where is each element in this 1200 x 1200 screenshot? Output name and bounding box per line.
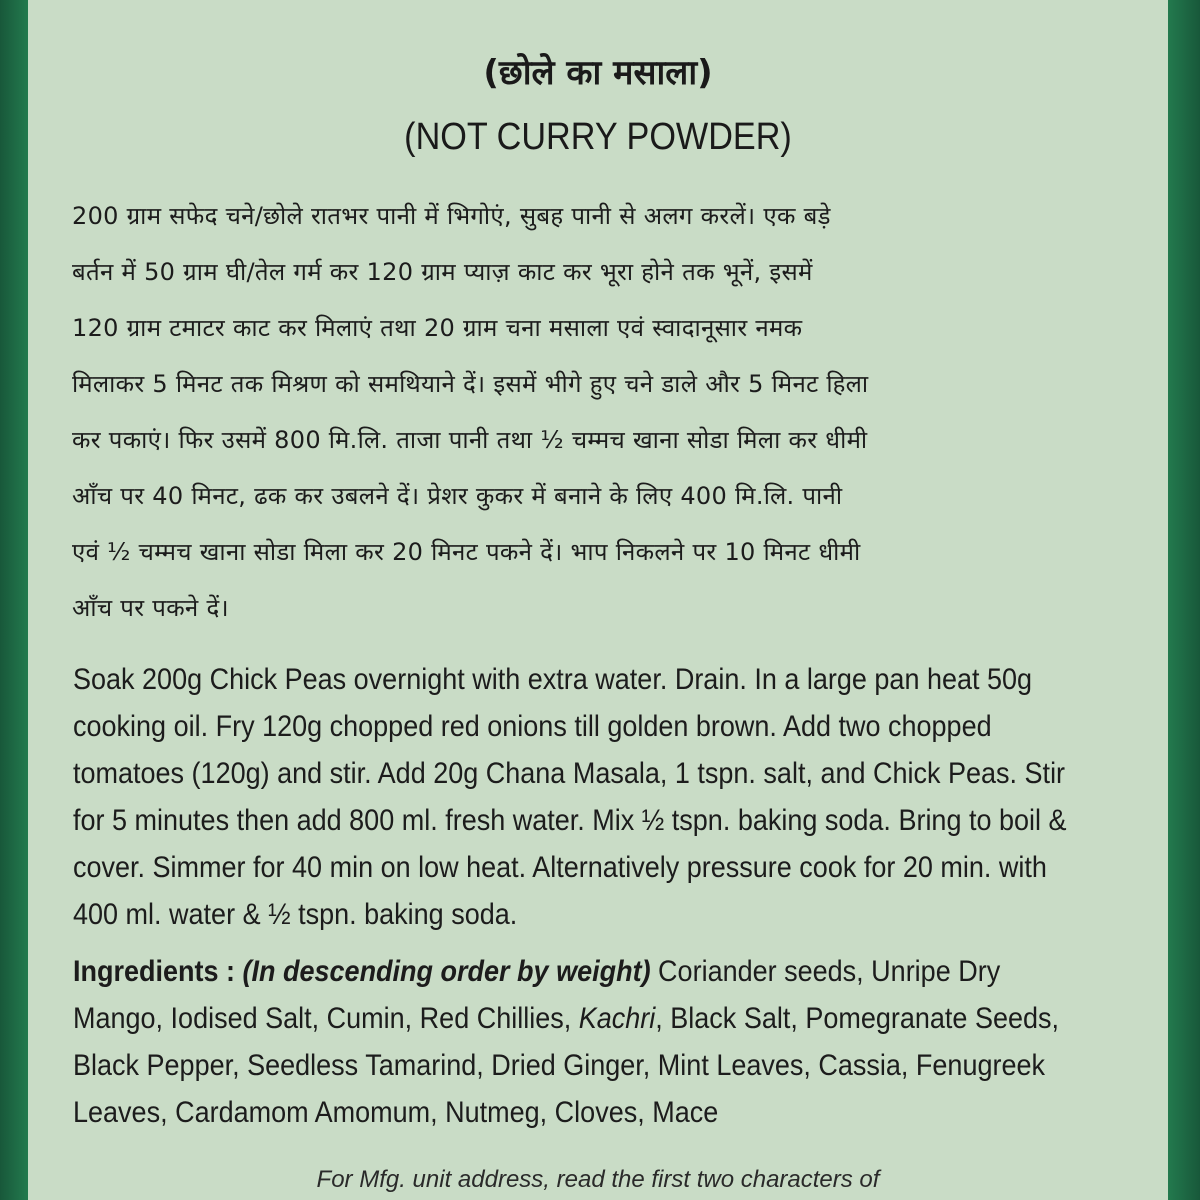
english-recipe [73, 656, 1153, 938]
hindi-recipe-line: कर पकाएं। फिर उसमें 800 मि.लि. ताजा पानी तथा ½ चम्मच खाना सोडा मिला कर धीमी [72, 426, 868, 454]
hindi-title: (छोले का मसाला) [483, 53, 713, 93]
hindi-recipe-line: 120 ग्राम टमाटर काट कर मिलाएं तथा 20 ग्राम चना मसाला एवं स्वादानूसार नमक [72, 314, 803, 342]
ingredients-line [73, 995, 1060, 1042]
brand-logo-strip [228, 0, 548, 26]
ingredients-text: , Black Salt, Pomegranate Seeds, [655, 1002, 1060, 1035]
ingredients-text: Mango, Iodised Salt, Cumin, Red Chillies, [73, 1002, 579, 1035]
ingredients-line: Black Pepper, Seedless Tamarind, Dried Ginger, Mint Leaves, Cassia, Fenugreek [73, 1049, 1045, 1082]
english-recipe-line: cooking oil. Fry 120g chopped red onions till golden brown. Add two chopped [73, 710, 992, 743]
ingredients-kachri: Kachri [578, 1002, 656, 1035]
hindi-recipe-line: मिलाकर 5 मिनट तक मिश्रण को समथियाने दें। इसमें भीगे हुए चने डाले और 5 मिनट हिला [72, 370, 869, 398]
english-recipe-line: tomatoes (120g) and stir. Add 20g Chana Masala, 1 tspn. salt, and Chick Peas. Stir [73, 757, 1066, 790]
english-recipe-line: 400 ml. water & ½ tspn. baking soda. [73, 898, 518, 931]
ingredients-line: Leaves, Cardamom Amomum, Nutmeg, Cloves, Mace [73, 1096, 719, 1129]
english-recipe-line: for 5 minutes then add 800 ml. fresh water. Mix ½ tspn. baking soda. Bring to boil & [73, 804, 1067, 837]
hindi-recipe-line: बर्तन में 50 ग्राम घी/तेल गर्म कर 120 ग्राम प्याज़ काट कर भूरा होने तक भूनें, इसमें [72, 258, 813, 286]
hindi-recipe-line: 200 ग्राम सफेद चने/छोले रातभर पानी में भिगोएं, सुबह पानी से अलग करलें। एक बड़े [72, 202, 831, 230]
hindi-recipe-line: एवं ½ चम्मच खाना सोडा मिला कर 20 मिनट पकने दें। भाप निकलने पर 10 मिनट धीमी [72, 538, 861, 566]
mfg-unit-note: For Mfg. unit address, read the first two characters of [316, 1166, 880, 1193]
right-green-border [1168, 0, 1200, 1200]
brand-logo-icon [228, 0, 548, 26]
english-subtitle: (NOT CURRY POWDER) [404, 116, 792, 158]
left-green-border [0, 0, 28, 1200]
hindi-recipe-line: आँच पर 40 मिनट, ढक कर उबलने दें। प्रेशर कुकर में बनाने के लिए 400 मि.लि. पानी [72, 482, 843, 510]
hindi-recipe [72, 188, 1142, 636]
ingredients-label: Ingredients : [73, 955, 236, 988]
label-panel [28, 0, 1168, 1200]
cropped-header-text [588, 0, 1008, 10]
ingredients-line [73, 948, 1045, 995]
ingredients-text: Coriander seeds, Unripe Dry [650, 955, 1001, 988]
ingredients-list [73, 948, 1153, 1136]
ingredients-qualifier: (In descending order by weight) [242, 955, 651, 988]
english-recipe-line: Soak 200g Chick Peas overnight with extra water. Drain. In a large pan heat 50g [73, 663, 1033, 696]
hindi-recipe-line: आँच पर पकने दें। [72, 594, 229, 622]
english-recipe-line: cover. Simmer for 40 min on low heat. Alternatively pressure cook for 20 min. with [73, 851, 1047, 884]
